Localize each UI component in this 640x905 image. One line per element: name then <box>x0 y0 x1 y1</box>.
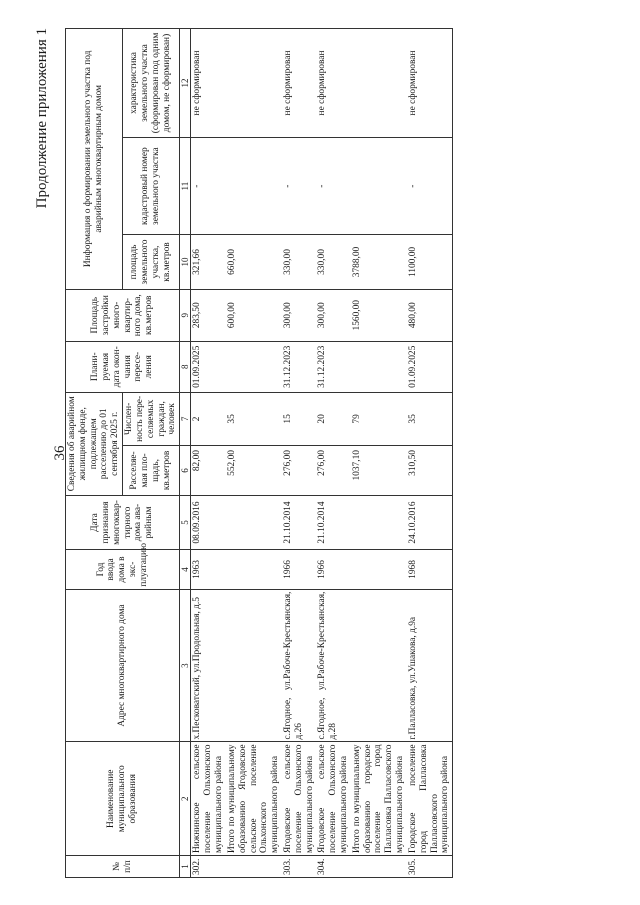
row-municipality: Ягодовское сельское поселение Ольхонского муниципального района <box>282 742 316 856</box>
row-num: 304. <box>316 856 350 878</box>
row-cadastral: - <box>407 137 453 234</box>
column-number: 3 <box>180 589 191 742</box>
rotated-page <box>32 28 622 878</box>
row-year <box>226 550 282 589</box>
column-number: 5 <box>180 495 191 549</box>
row-date-emergency <box>226 495 282 549</box>
row-land-status <box>226 29 282 138</box>
column-number: 6 <box>180 446 191 496</box>
row-build-area: 283,50 <box>191 289 226 341</box>
column-number: 12 <box>180 29 191 138</box>
row-area: 552,00 <box>226 446 282 496</box>
row-num <box>226 856 282 878</box>
row-num: 305. <box>407 856 453 878</box>
row-date-end: 31.12.2023 <box>282 341 316 392</box>
header-date-emergency: Дата признания многоквар-тирного дома ава-рийным <box>66 495 180 549</box>
row-build-area: 300,00 <box>316 289 350 341</box>
row-land-area: 1100,00 <box>407 235 453 289</box>
row-num: 303. <box>282 856 316 878</box>
row-people: 35 <box>407 392 453 445</box>
row-area: 276,00 <box>316 446 350 496</box>
row-address: х.Песковатский, ул.Продольная, д.5 <box>191 589 226 742</box>
row-date-emergency: 21.10.2014 <box>316 495 350 549</box>
row-year: 1968 <box>407 550 453 589</box>
row-year <box>351 550 407 589</box>
row-area: 82,00 <box>191 446 226 496</box>
row-cadastral: - <box>282 137 316 234</box>
row-municipality: Итого по муниципальному образованию городское поселение город Палласовка Палласовского муниципального района <box>351 742 407 856</box>
row-date-end <box>226 341 282 392</box>
header-num: № п/п <box>66 856 180 878</box>
header-area: Расселяе-мая пло-щадь, кв.метров <box>123 446 180 496</box>
row-build-area: 600,00 <box>226 289 282 341</box>
table-row-total <box>351 29 407 878</box>
row-build-area: 480,00 <box>407 289 453 341</box>
header-emergency-fund: Сведения об аварийном жилищном фонде, подлежащем расселению до 01 сентября 2025 г. <box>66 392 123 495</box>
row-area: 276,00 <box>282 446 316 496</box>
table-body <box>191 29 453 878</box>
column-numbers-row <box>180 29 191 878</box>
row-date-emergency <box>351 495 407 549</box>
row-land-status: не сформирован <box>191 29 226 138</box>
row-people: 35 <box>226 392 282 445</box>
row-date-emergency: 21.10.2014 <box>282 495 316 549</box>
page-number: 36 <box>52 445 68 461</box>
row-land-area: 330,00 <box>316 235 350 289</box>
table-row-total <box>226 29 282 878</box>
continuation-label: Продолжение приложения 1 <box>34 28 50 209</box>
column-number: 7 <box>180 392 191 445</box>
table-row <box>191 29 226 878</box>
header-build-area: Площадь застройки много-квартир-ного дома, кв.метров <box>66 289 180 341</box>
row-year: 1966 <box>282 550 316 589</box>
row-cadastral <box>351 137 407 234</box>
row-land-status: не сформирован <box>282 29 316 138</box>
row-municipality: Ягодовское сельское поселение Ольхонского муниципального района <box>316 742 350 856</box>
header-municipality: Наименование муниципального образования <box>66 742 180 856</box>
row-date-emergency: 08.09.2016 <box>191 495 226 549</box>
row-land-status: не сформирован <box>316 29 350 138</box>
header-land-area: площадь земельного участка, кв.метров <box>123 235 180 289</box>
row-build-area: 300,00 <box>282 289 316 341</box>
header-date-end: Плани-руемая дата окон-чания пересе-ления <box>66 341 180 392</box>
row-address <box>351 589 407 742</box>
column-number: 11 <box>180 137 191 234</box>
column-number: 10 <box>180 235 191 289</box>
row-build-area: 1560,00 <box>351 289 407 341</box>
row-date-end: 01.09.2025 <box>191 341 226 392</box>
housing-table <box>65 28 453 878</box>
row-num: 302. <box>191 856 226 878</box>
row-date-end <box>351 341 407 392</box>
row-municipality: Итого по муниципальному образованию Ягодовское сельское поселение Ольхонского муниципального района <box>226 742 282 856</box>
row-address: г.Палласовка, ул.Ушакова, д.9а <box>407 589 453 742</box>
row-land-status <box>351 29 407 138</box>
row-date-end: 01.09.2025 <box>407 341 453 392</box>
column-number: 1 <box>180 856 191 878</box>
row-land-area: 660,00 <box>226 235 282 289</box>
row-land-area: 3788,00 <box>351 235 407 289</box>
row-municipality: Нижнинское сельское поселение Ольхонского муниципального района <box>191 742 226 856</box>
header-year: Год ввода дома в экс-плуатацию <box>66 550 180 589</box>
row-area: 310,50 <box>407 446 453 496</box>
column-number: 2 <box>180 742 191 856</box>
row-cadastral: - <box>316 137 350 234</box>
row-date-emergency: 24.10.2016 <box>407 495 453 549</box>
header-cadastral: кадастровый номер земельного участка <box>123 137 180 234</box>
table-header <box>66 29 191 878</box>
header-land-info: Информация о формировании земельного участка под аварийным многоквартирным домом <box>66 29 123 290</box>
row-land-area: 321,66 <box>191 235 226 289</box>
row-municipality: Городское поселение город Палласовка Палласовского муниципального района <box>407 742 453 856</box>
row-address: с.Ягодное, ул.Рабоче-Крестьянская, д.28 <box>316 589 350 742</box>
row-address <box>226 589 282 742</box>
row-area: 1037,10 <box>351 446 407 496</box>
row-people: 20 <box>316 392 350 445</box>
row-people: 15 <box>282 392 316 445</box>
table-row <box>282 29 316 878</box>
row-land-area: 330,00 <box>282 235 316 289</box>
row-year: 1966 <box>316 550 350 589</box>
header-land-status: характеристика земельного участка (сформирован под одним домом, не сформирован) <box>123 29 180 138</box>
row-land-status: не сформирован <box>407 29 453 138</box>
row-cadastral <box>226 137 282 234</box>
row-people: 2 <box>191 392 226 445</box>
row-cadastral: - <box>191 137 226 234</box>
header-people: Числен-ность пере-селяемых граждан, человек <box>123 392 180 445</box>
row-year: 1963 <box>191 550 226 589</box>
table-row <box>407 29 453 878</box>
column-number: 9 <box>180 289 191 341</box>
header-address: Адрес многоквартирного дома <box>66 589 180 742</box>
column-number: 4 <box>180 550 191 589</box>
row-date-end: 31.12.2023 <box>316 341 350 392</box>
row-people: 79 <box>351 392 407 445</box>
table-row <box>316 29 350 878</box>
column-number: 8 <box>180 341 191 392</box>
row-num <box>351 856 407 878</box>
row-address: с.Ягодное, ул.Рабоче-Крестьянская, д.26 <box>282 589 316 742</box>
